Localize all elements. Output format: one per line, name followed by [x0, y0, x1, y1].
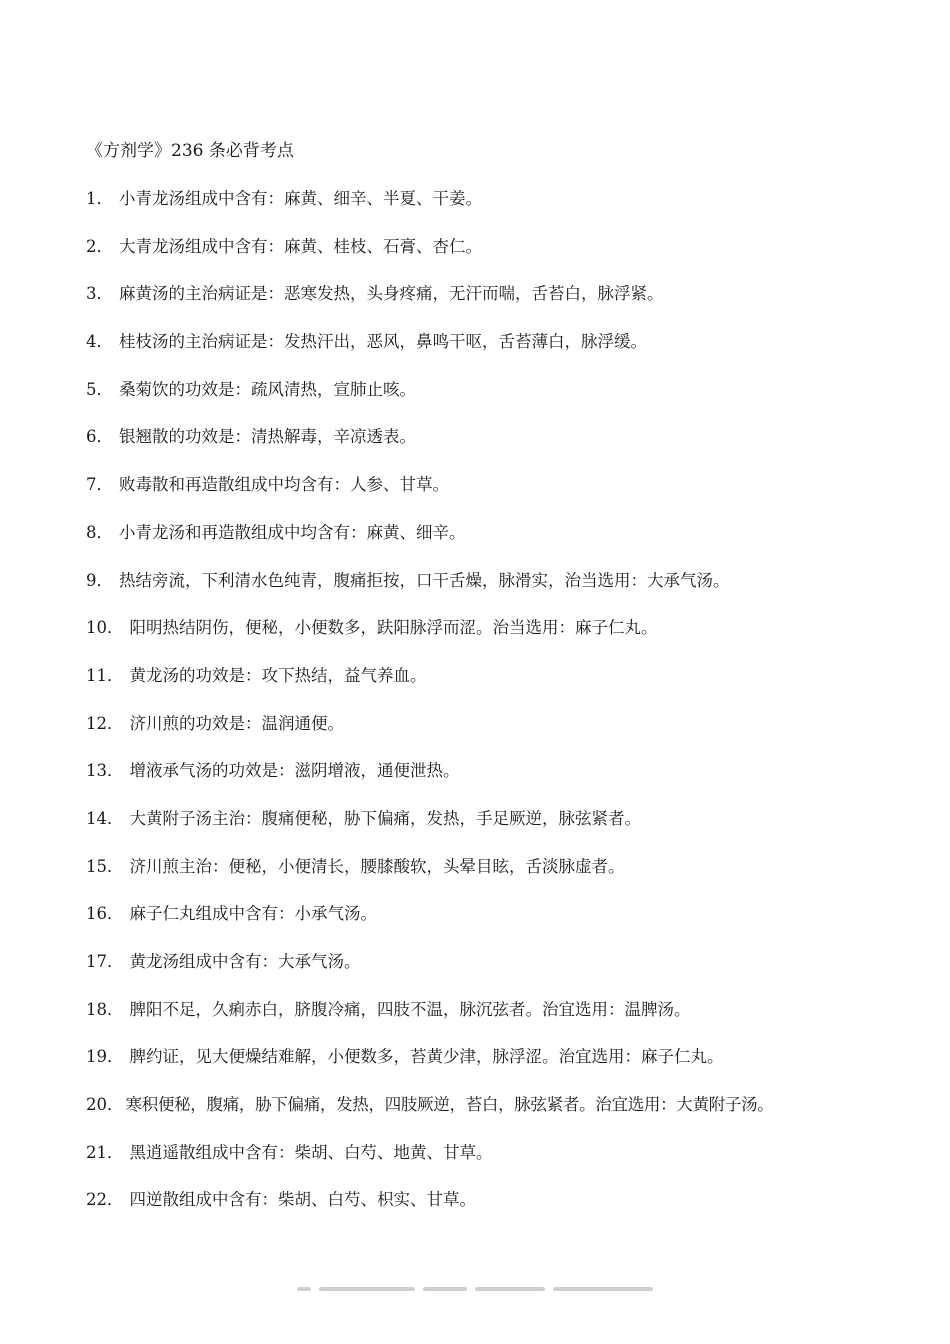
item-text: 小青龙汤和再造散组成中均含有：麻黄、细辛。: [119, 522, 466, 542]
list-item: [86, 759, 926, 807]
item-text: 大黄附子汤主治：腹痛便秘，胁下偏痛，发热，手足厥逆，脉弦紧者。: [129, 808, 641, 828]
item-text: 黄龙汤组成中含有：大承气汤。: [129, 952, 361, 971]
item-text: 阳明热结阴伤，便秘，小便数多，趺阳脉浮而涩。治当选用：麻子仁丸。: [129, 618, 658, 638]
item-number: 4．: [86, 332, 113, 352]
item-number: 19．: [86, 1047, 124, 1067]
list-item: [86, 569, 926, 617]
item-text: 济川煎的功效是：温润通便。: [129, 713, 344, 733]
item-text: 桂枝汤的主治病证是：发热汗出，恶风，鼻鸣干呕，舌苔薄白，脉浮缓。: [119, 332, 647, 352]
item-text: 四逆散组成中含有：柴胡、白芍、枳实、甘草。: [129, 1190, 476, 1210]
list-item: [86, 616, 926, 664]
list-item: [86, 807, 926, 855]
item-number: 14．: [86, 808, 124, 828]
item-number: 12．: [86, 713, 124, 733]
list-item: [86, 425, 926, 473]
list-item: [86, 950, 926, 998]
item-text: 脾约证，见大便燥结难解，小便数多，苔黄少津，脉浮涩。治宜选用：麻子仁丸。: [129, 1047, 724, 1067]
item-number: 7．: [86, 475, 113, 495]
item-text: 桑菊饮的功效是：疏风清热，宣肺止咳。: [119, 379, 416, 399]
item-text: 热结旁流，下利清水色纯青，腹痛拒按，口干舌燥，脉滑实，治当选用：大承气汤。: [119, 570, 730, 590]
list-item: [86, 1093, 926, 1141]
list-item: [86, 473, 926, 521]
item-text: 小青龙汤组成中含有：麻黄、细辛、半夏、干姜。: [119, 189, 482, 208]
item-text: 黄龙汤的功效是：攻下热结，益气养血。: [129, 665, 427, 685]
item-text: 败毒散和再造散组成中均含有：人参、甘草。: [119, 475, 449, 495]
item-number: 8．: [86, 522, 113, 542]
list-item: [86, 282, 926, 330]
list-item: [86, 1045, 926, 1093]
item-number: 1．: [86, 189, 113, 208]
item-text: 济川煎主治：便秘，小便清长，腰膝酸软，头晕目眩，舌淡脉虚者。: [129, 856, 625, 876]
item-text: 银翘散的功效是：清热解毒，辛凉透表。: [119, 427, 416, 447]
item-number: 11．: [86, 665, 124, 685]
item-number: 9．: [86, 570, 113, 590]
item-number: 16．: [86, 904, 124, 924]
footer-mark: [423, 1287, 467, 1291]
item-number: 3．: [86, 284, 113, 304]
footer-mark: [475, 1287, 545, 1291]
list-item: [86, 712, 926, 760]
item-number: 13．: [86, 761, 124, 781]
item-number: 20．: [86, 1095, 124, 1115]
list-item: [86, 187, 926, 235]
key-points-list: [86, 187, 926, 1236]
item-number: 18．: [86, 999, 124, 1019]
list-item: [86, 664, 926, 712]
item-number: 5．: [86, 379, 113, 399]
item-text: 大青龙汤组成中含有：麻黄、桂枝、石膏、杏仁。: [119, 236, 482, 256]
item-number: 6．: [86, 427, 113, 447]
footer-mark: [319, 1287, 415, 1291]
list-item: [86, 1188, 926, 1236]
list-item: [86, 330, 926, 378]
list-item: [86, 855, 926, 903]
item-text: 增液承气汤的功效是：滋阴增液，通便泄热。: [129, 761, 460, 781]
item-number: 21．: [86, 1142, 124, 1162]
item-text: 脾阳不足，久痢赤白，脐腹冷痛，四肢不温，脉沉弦者。治宜选用：温脾汤。: [129, 999, 691, 1019]
item-number: 22．: [86, 1190, 124, 1210]
list-item: [86, 1141, 926, 1189]
item-number: 10．: [86, 618, 124, 638]
list-item: [86, 378, 926, 426]
item-text: 黑逍遥散组成中含有：柴胡、白芍、地黄、甘草。: [129, 1142, 493, 1162]
item-number: 2．: [86, 236, 113, 256]
footer-mark: [553, 1287, 653, 1291]
document-title: 《方剂学》236 条必背考点: [86, 141, 294, 161]
list-item: [86, 998, 926, 1046]
item-text: 麻子仁丸组成中含有：小承气汤。: [129, 904, 377, 924]
item-number: 15．: [86, 856, 124, 876]
list-item: [86, 902, 926, 950]
list-item: [86, 235, 926, 283]
footer-mark: [297, 1287, 311, 1291]
illegible-footer-watermark: [297, 1284, 657, 1294]
item-number: 17．: [86, 952, 124, 971]
item-text: 麻黄汤的主治病证是：恶寒发热，头身疼痛，无汗而喘，舌苔白，脉浮紧。: [119, 284, 664, 304]
list-item: [86, 521, 926, 569]
item-text: 寒积便秘，腹痛，胁下偏痛，发热，四肢厥逆，苔白，脉弦紧者。治宜选用：大黄附子汤。: [125, 1095, 774, 1115]
